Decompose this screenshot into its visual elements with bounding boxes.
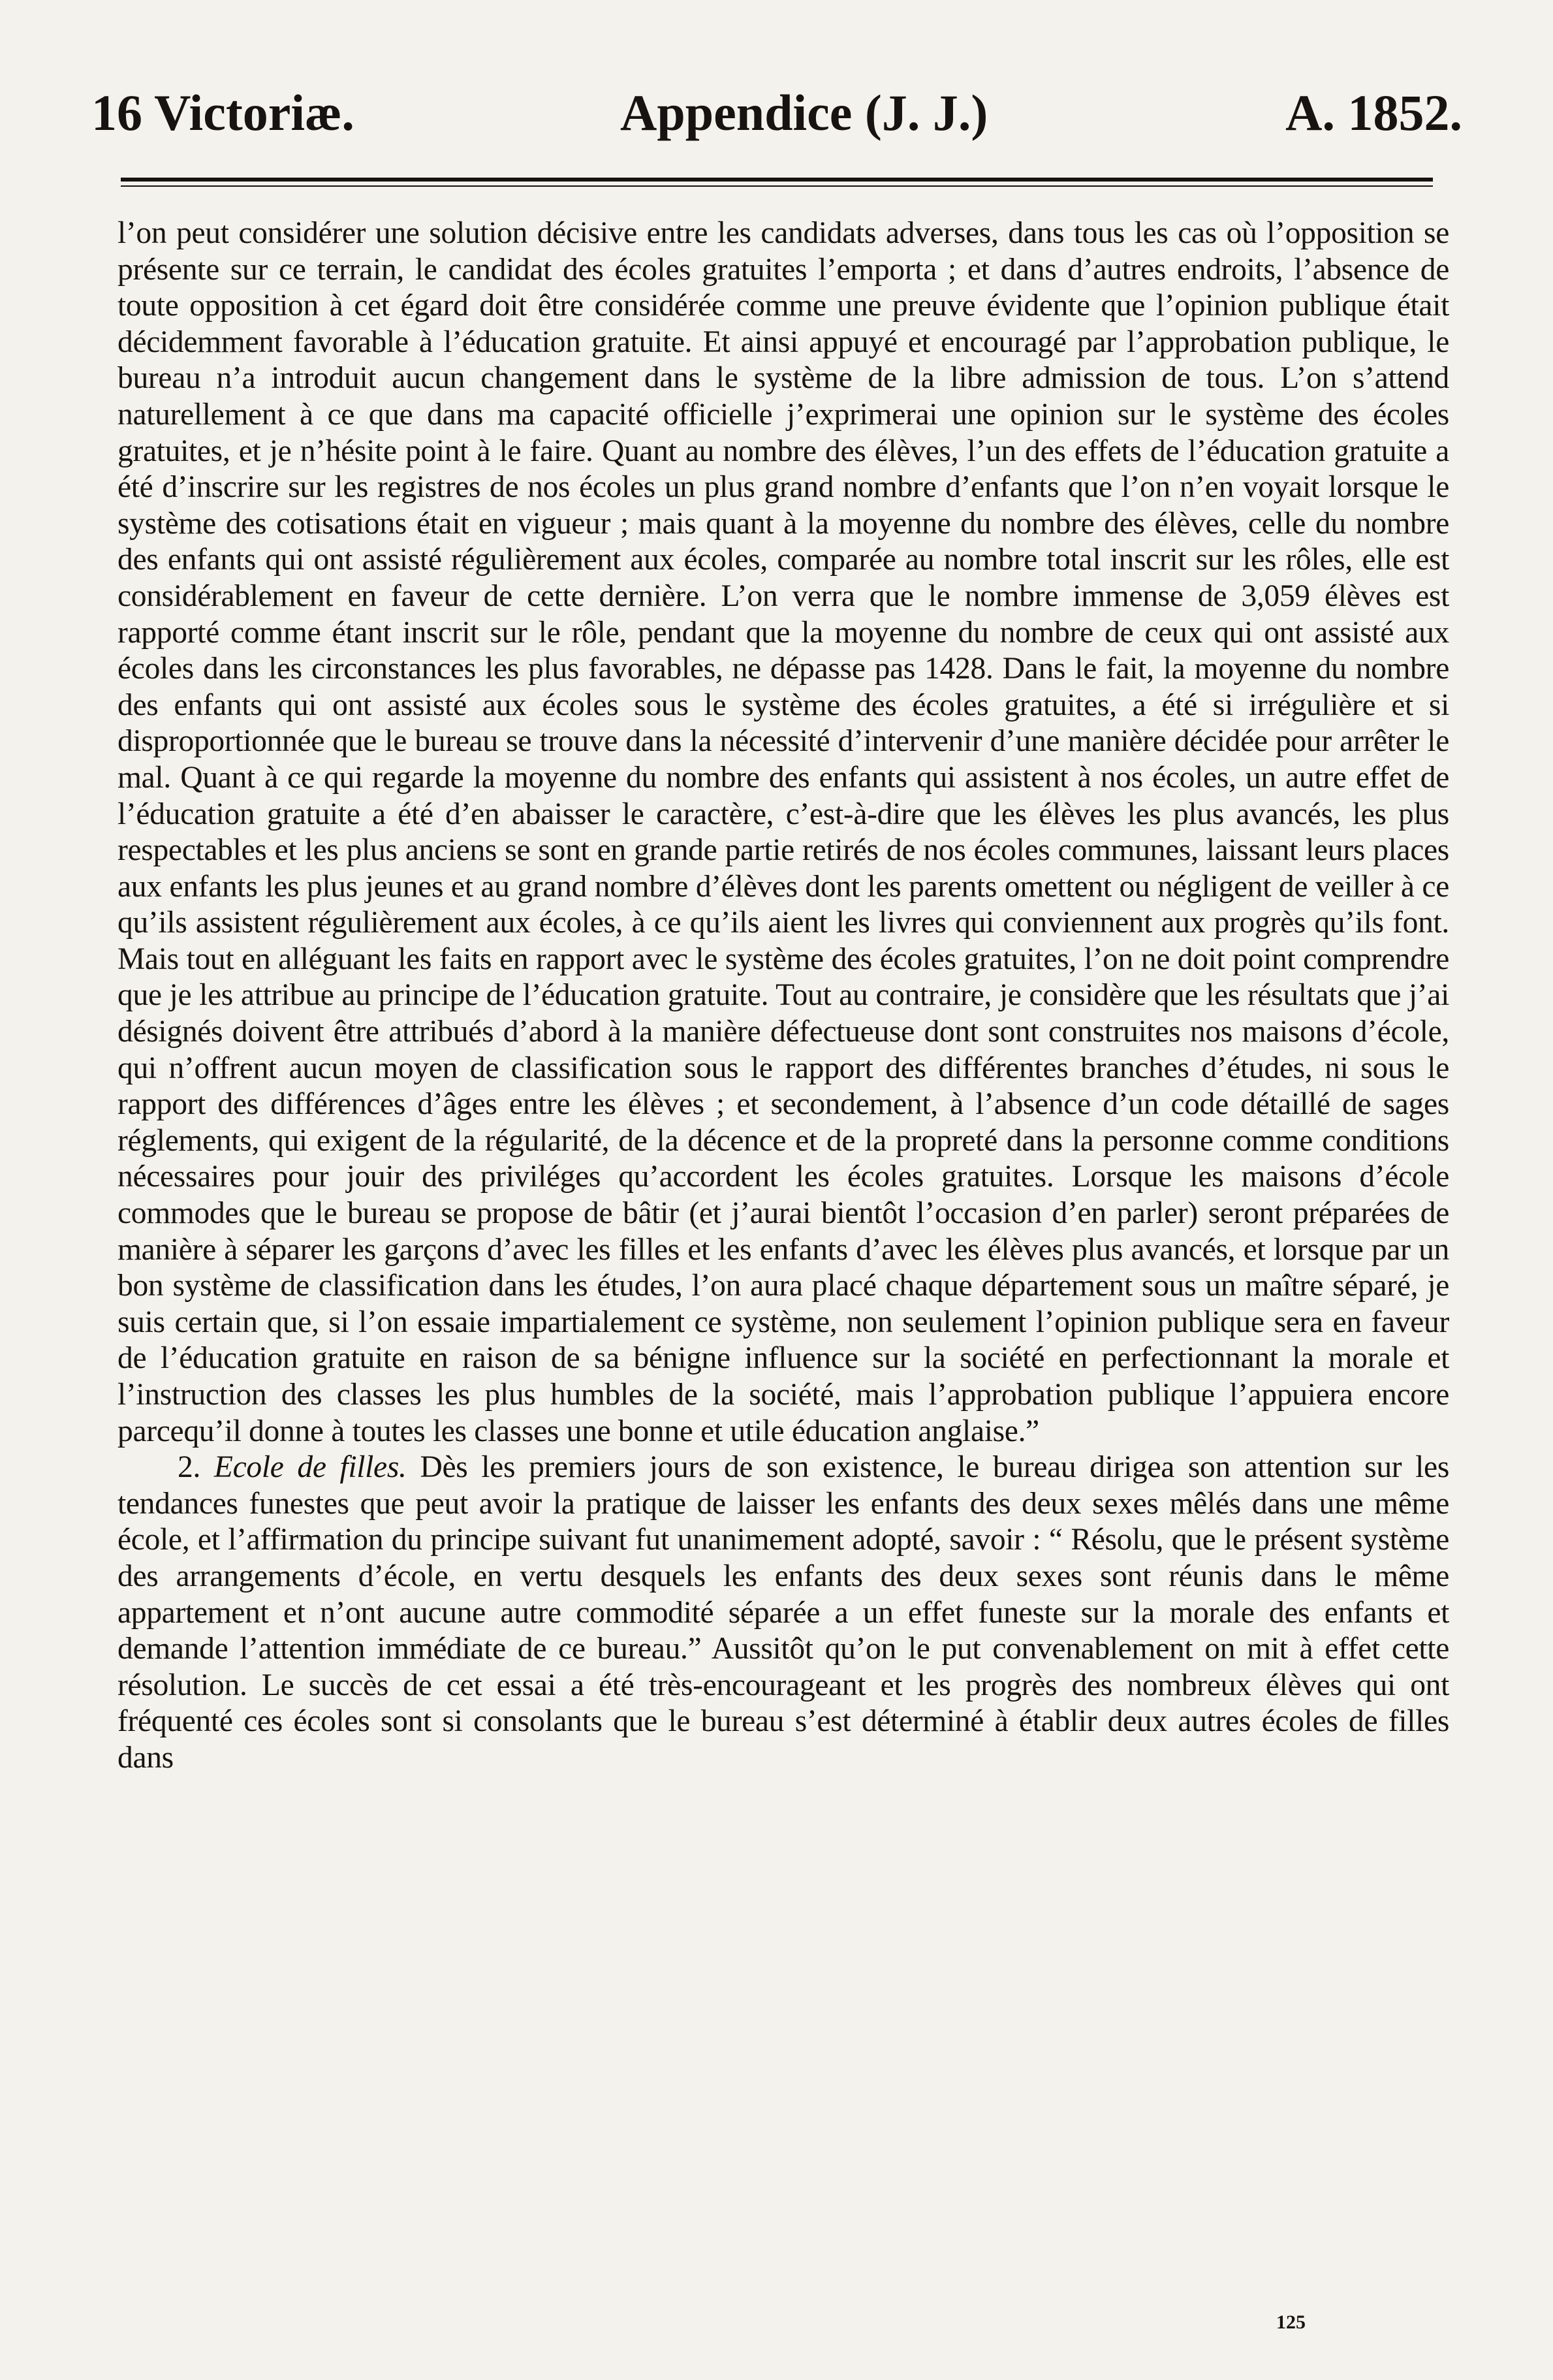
header-year: A. 1852. <box>1285 84 1462 141</box>
header-rule-thick <box>121 178 1433 182</box>
section-text: Dès les premiers jours de son existence, le bureau dirigea son attention sur les tendances funestes que peut avoir la pratique de laisser les enfants des deux sexes mêlés dans une même école, et l’affirmation du principe suivant fut unanimement adopté, savoir : “ Résolu, que le présent système des arrangements d’école, en vertu desquels les enfants des deux sexes sont réunis dans le même appartement et n’ont aucune autre commodité séparée a un effet funeste sur la morale des enfants et demande l’attention immédiate de ce bureau.” Aussitôt qu’on le put convenablement on mit à effet cette résolution. Le succès de cet essai a été très-encourageant et les progrès des nombreux élèves qui ont fréquenté ces écoles sont si consolants que le bureau s’est déterminé à établir deux autres écoles de filles dans <box>118 1450 1450 1775</box>
header-regnal-year: 16 Victoriæ. <box>91 84 354 141</box>
running-header <box>91 77 1462 149</box>
paragraph-2 <box>118 1450 1449 1776</box>
section-title: Ecole de filles. <box>213 1450 407 1485</box>
paragraph-1: l’on peut considérer une solution décisive entre les candidats adverses, dans tous les cas où l’opposition se présente sur ce terrain, le candidat des écoles gratuites l’emporta ; et dans d’autres endroits, l’absence de toute opposition à cet égard doit être considérée comme une preuve évidente que l’opinion publique était décidemment favorable à l’éducation gratuite. Et ainsi appuyé et encouragé par l’approbation publique, le bureau n’a introduit aucun changement dans le système de la libre admission de tous. L’on s’attend naturellement à ce que dans ma capacité officielle j’exprimerai une opinion sur le système des écoles gratuites, et je n’hésite point à le faire. Quant au nombre des élèves, l’un des effets de l’éducation gratuite a été d’inscrire sur les registres de nos écoles un plus grand nombre d’enfants que l’on n’en voyait lorsque le système des cotisations était en vigueur ; mais quant à la moyenne du nombre des élèves, celle du nombre des enfants qui ont assisté régulièrement aux écoles, comparée au nombre total inscrit sur les rôles, elle est considérablement en faveur de cette dernière. L’on verra que le nombre immense de 3,059 élèves est rapporté comme étant inscrit sur le rôle, pendant que la moyenne du nombre de ceux qui ont assisté aux écoles dans les circonstances les plus favorables, ne dépasse pas 1428. Dans le fait, la moyenne du nombre des enfants qui ont assisté aux écoles sous le système des écoles gratuites, a été si irrégulière et si disproportionnée que le bureau se trouve dans la nécessité d’intervenir d’une manière décidée pour arrêter le mal. Quant à ce qui regarde la moyenne du nombre des enfants qui assistent à nos écoles, un autre effet de l’éducation gratuite a été d’en abaisser le caractère, c’est-à-dire que les élèves les plus avancés, les plus respectables et les plus anciens se sont en grande partie retirés de nos écoles communes, laissant leurs places aux enfants les plus jeunes et au grand nombre d’élèves dont les parents omettent ou négligent de veiller à ce qu’ils assistent régulièrement aux écoles, à ce qu’ils aient les livres qui conviennent aux progrès qu’ils font. Mais tout en alléguant les faits en rapport avec le système des écoles gratuites, l’on ne doit point comprendre que je les attribue au principe de l’éducation gratuite. Tout au contraire, je considère que les résultats que j’ai désignés doivent être attribués d’abord à la manière défectueuse dont sont construites nos maisons d’école, qui n’offrent aucun moyen de classification sous le rapport des différentes branches d’études, ni sous le rapport des différences d’âges entre les élèves ; et secondement, à l’absence d’un code détaillé de sages réglements, qui exigent de la régularité, de la décence et de la propreté dans la personne comme conditions nécessaires pour jouir des priviléges qu’accordent les écoles gratuites. Lorsque les maisons d’école commodes que le bureau se propose de bâtir (et j’aurai bientôt l’occasion d’en parler) seront préparées de manière à séparer les garçons d’avec les filles et les enfants d’avec les élèves plus avancés, et lorsque par un bon système de classification dans les études, l’on aura placé chaque département sous un maître séparé, je suis certain que, si l’on essaie impartialement ce système, non seulement l’opinion publique sera en faveur de l’éducation gratuite en raison de sa bénigne influence sur la société en perfectionnant la morale et l’instruction des classes les plus humbles de la société, mais l’approbation publique l’appuiera encore parcequ’il donne à toutes les classes une bonne et utile éducation anglaise.” <box>118 216 1449 1448</box>
section-number: 2. <box>178 1450 201 1485</box>
header-rule-thin <box>121 185 1433 187</box>
body-text <box>118 215 1449 1777</box>
page-number: 125 <box>1276 2311 1306 2333</box>
header-appendix-title: Appendice (J. J.) <box>620 84 988 141</box>
